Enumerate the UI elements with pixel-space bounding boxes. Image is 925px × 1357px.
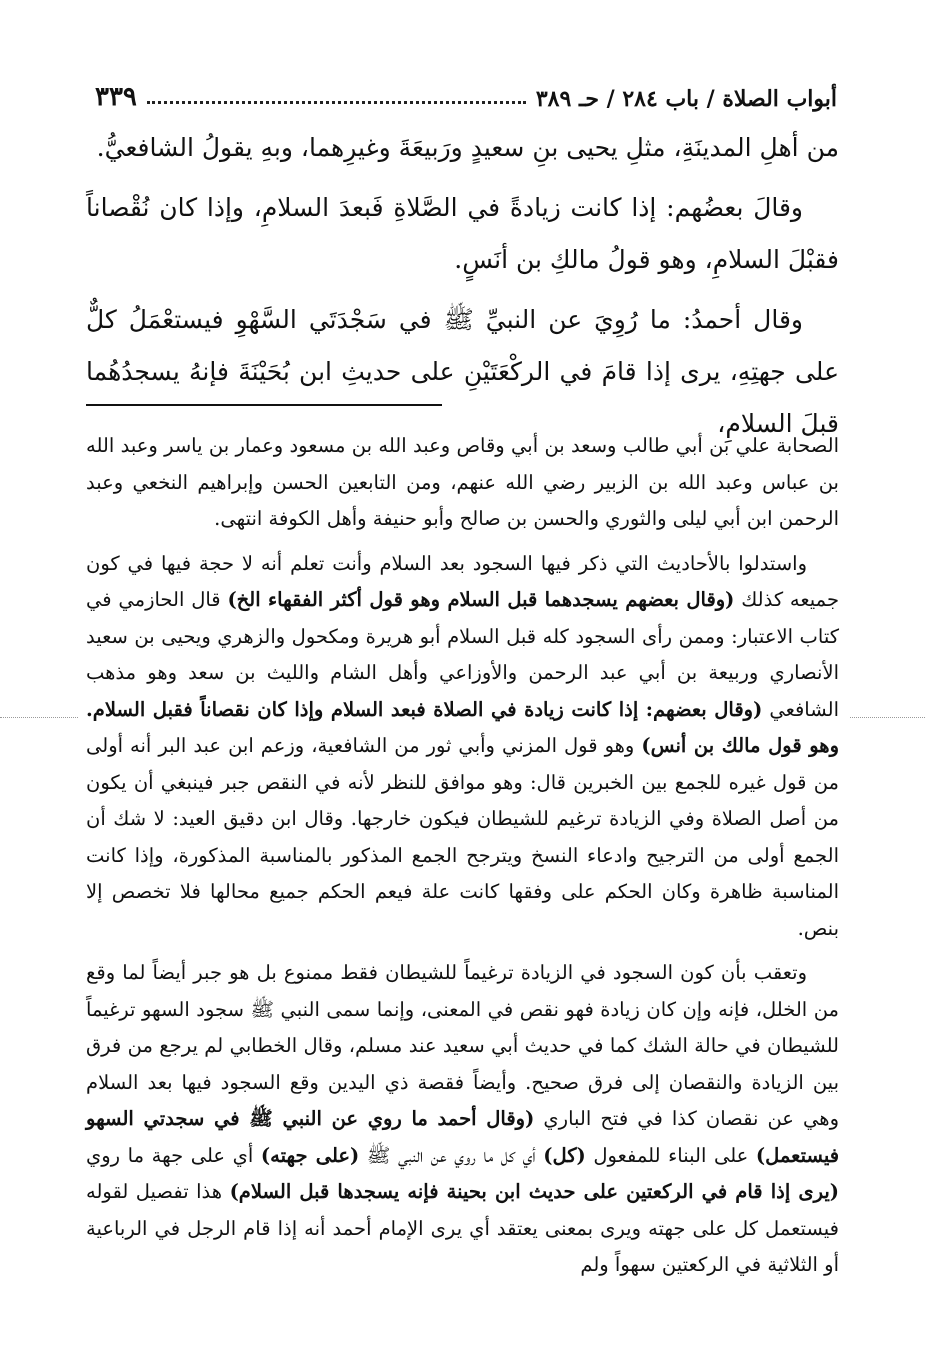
quoted-matn: (وقال أحمد ما روي عن النبي ﷺ في سجدتي السهو فيستعمل) xyxy=(86,1107,840,1167)
main-paragraph-3: وقال أحمدُ: ما رُوِيَ عن النبيِّ ﷺ في سَجْدَتَي السَّهْوِ فيستعْمَلُ كلٌّ على جهتِهِ، يرى إذا قامَ في الركْعَتَيْنِ على حديثِ ابن بُحَيْنَةَ فإنهُ يسجدُهُما قبلَ السلامِ، xyxy=(86,305,839,438)
commentary-text: وتعقب بأن كون السجود في الزيادة ترغيماً للشيطان فقط ممنوع بل هو جبر أيضاً لما وقع من الخلل، فإنه وإن كان زيادة فهو نقص في المعنى، وإنما سمى النبي ﷺ سجود السهو ترغيماً للشيطان في حالة الشك كما في حديث أبي سعيد عند مسلم، وقال الخطابي لم يرجع من فرق بين الزيادة والنقصان إلى فرق صحيح. وأيضاً فقصة ذي اليدين وقع السجود فيها بعد السلام وهي عن نقصان كذا في فتح الباري xyxy=(86,961,839,1130)
header-dotted-leader xyxy=(147,100,526,104)
scan-margin-mark xyxy=(0,717,78,718)
commentary-paragraph-2 xyxy=(86,546,839,948)
commentary-paragraph-1 xyxy=(86,428,839,538)
commentary-text: الصحابة علي بن أبي طالب وسعد بن أبي وقاص وعبد الله بن مسعود وعمار بن ياسر وعبد الله بن عباس وعبد الله بن الزبير رضي الله عنهم، ومن التابعين الحسن وإبراهيم النخعي وعبد الرحمن ابن أبي ليلى والثوري والحسن بن صالح وأبو حنيفة وأهل الكوفة انتهى. xyxy=(86,434,839,530)
commentary-text: واستدلوا بالأحاديث التي ذكر فيها السجود بعد السلام وأنت تعلم أنه لا حجة فيها في كون جميعه كذلك xyxy=(86,551,840,611)
running-header xyxy=(95,78,837,112)
commentary-text: أي على جهة ما روي xyxy=(86,1143,254,1167)
commentary-text: وهو قول المزني وأبي ثور من الشافعية، وزعم ابن عبد البر أنه أولى من قول غيره للجمع بين الخبرين قال: وهو موافق للنظر لأنه في النقص جبر فينبغي أن يكون من أصل الصلاة وفي الزيادة ترغيم للشيطان فيكون خارجها. وقال ابن دقيق العيد: لا شك أن الجمع أولى من الترجيح وادعاء النسخ ويترجح الجمع المذكور بالمناسبة المذكورة، وإذا كانت المناسبة ظاهرة وكان الحكم على وفقها كانت علة فيعم الحكم جميع محالها فلا تخصص إلا بنص. xyxy=(86,734,839,940)
quoted-matn: (وقال بعضهم: إذا كانت زيادة في الصلاة فبعد السلام وإذا كان نقصاناً فقبل السلام. وهو قول مالك بن أنس) xyxy=(86,697,840,757)
main-paragraph-2: وقالَ بعضُهم: إذا كانت زيادةً في الصَّلاةِ فَبعدَ السلامِ، وإذا كان نُقْصاناً فقبْلَ السلامِ، وهو قولُ مالكِ بن أنَسٍ. xyxy=(86,193,839,274)
commentary-text: هذا تفصيل لقوله فيستعمل كل على جهته ويرى بمعنى يعتقد أي يرى الإمام أحمد أنه إذا قام الرجل في الرباعية أو الثلاثية في الركعتين سهواً ولم xyxy=(86,1180,839,1276)
main-text xyxy=(86,122,839,458)
commentary-text: أي كل ما روي عن النبي ﷺ xyxy=(366,1143,536,1167)
quoted-matn: (يرى إذا قام في الركعتين على حديث ابن بحينة فإنه يسجدها قبل السلام) xyxy=(229,1180,839,1203)
commentary-text: قال الحازمي في كتاب الاعتبار: وممن رأى السجود كله قبل السلام أبو هريرة ومكحول والزهري ويحيى بن سعيد الأنصاري وربيعة بن أبي عبد الرحمن والأوزاعي وأهل الشام والليث بن سعد وهو مذهب الشافعي xyxy=(86,588,839,721)
main-paragraph-1: من أهلِ المدينَةِ، مثلِ يحيى بنِ سعيدٍ ورَبيعَةَ وغيرِهما، وبهِ يقولُ الشافعيُّ. xyxy=(96,133,839,162)
running-header-title: أبواب الصلاة / باب ٢٨٤ / حـ ٣٨٩ xyxy=(535,86,837,112)
page-number: ٣٣٩ xyxy=(95,82,137,112)
quoted-matn: (كل) xyxy=(543,1143,586,1167)
quoted-matn: (على جهته) xyxy=(260,1143,360,1167)
scan-margin-mark xyxy=(850,717,925,718)
quoted-matn: (وقال بعضهم يسجدهما قبل السلام وهو قول أكثر الفقهاء الخ) xyxy=(227,588,735,611)
footnote-separator xyxy=(86,404,442,406)
commentary xyxy=(86,428,839,1292)
commentary-text: على البناء للمفعول xyxy=(593,1143,749,1167)
commentary-paragraph-3 xyxy=(86,955,839,1284)
